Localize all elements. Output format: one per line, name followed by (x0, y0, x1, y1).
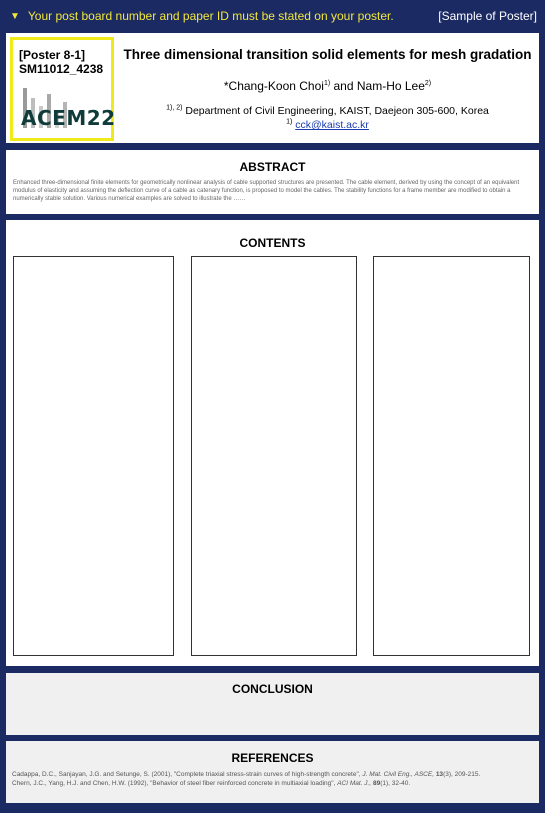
email-mark: 1) (286, 118, 293, 126)
author-2: and Nam-Ho Lee (330, 79, 425, 93)
paper-title: Three dimensional transition solid elements for mesh gradation (123, 47, 532, 62)
paper-id: SM11012_4238 (19, 62, 104, 76)
contents-heading: CONTENTS (239, 236, 306, 250)
notice-text: Your post board number and paper ID must be stated on your poster. (27, 9, 394, 23)
content-column-2 (191, 256, 357, 656)
reference-list (6, 765, 539, 788)
abstract-heading: ABSTRACT (239, 160, 306, 174)
sample-label: [Sample of Poster] (438, 9, 537, 23)
author-1: *Chang-Koon Choi (223, 79, 324, 93)
triangle-down-icon: ▼ (10, 10, 20, 22)
author-2-affiliation-mark: 2) (424, 80, 432, 87)
abstract-section (6, 150, 539, 214)
references-section (6, 741, 539, 803)
poster-id-box (10, 37, 114, 141)
top-banner (0, 0, 545, 32)
reference-2: Chern, J.C., Yang, H.J. and Chen, H.W. (1992), "Behavior of steel fiber reinforced concrete in multiaxial loading", ACI Mat. J., 89(1), 32-40. (12, 780, 411, 787)
content-column-3 (373, 256, 530, 656)
logo-text: ACEM22 (21, 106, 116, 130)
conclusion-section (6, 673, 539, 735)
conclusion-heading: CONCLUSION (232, 682, 313, 696)
poster-notice (10, 9, 394, 23)
poster-header (6, 33, 539, 143)
reference-1: Cadappa, D.C., Sanjayan, J.G. and Setunge, S. (2001), "Complete triaxial stress-strain curves of high-strength concrete", J. Mat. Civil Eng., ASCE, 13(3), 209-215. (12, 771, 481, 778)
email-line (116, 119, 539, 131)
content-column-1 (13, 256, 174, 656)
references-heading: REFERENCES (231, 751, 314, 765)
affiliation: Department of Civil Engineering, KAIST, Daejeon 305-600, Korea (182, 105, 489, 117)
contents-section (6, 220, 539, 666)
author-1-affiliation-mark: 1) (323, 80, 331, 87)
affiliation-mark: 1), 2) (166, 104, 183, 112)
poster-number: [Poster 8-1] (19, 48, 86, 62)
abstract-text: Enhanced three-dimensional finite elements for geometrically nonlinear analysis of cable supported structures are presented. The cable element, derived by using the concept of an equivalent modulus of elasticity and assuming the deflection curve of a cable as catenary function, is proposed to model the cables. The stability functions for a frame member are modified to obtain a numerically stable solution. Various numerical examples are solved to illustrate the …… (13, 180, 520, 202)
acem22-logo (19, 84, 116, 136)
author-line (116, 79, 539, 93)
email-link[interactable]: cck@kaist.ac.kr (295, 119, 369, 131)
affiliation-line (116, 105, 539, 117)
